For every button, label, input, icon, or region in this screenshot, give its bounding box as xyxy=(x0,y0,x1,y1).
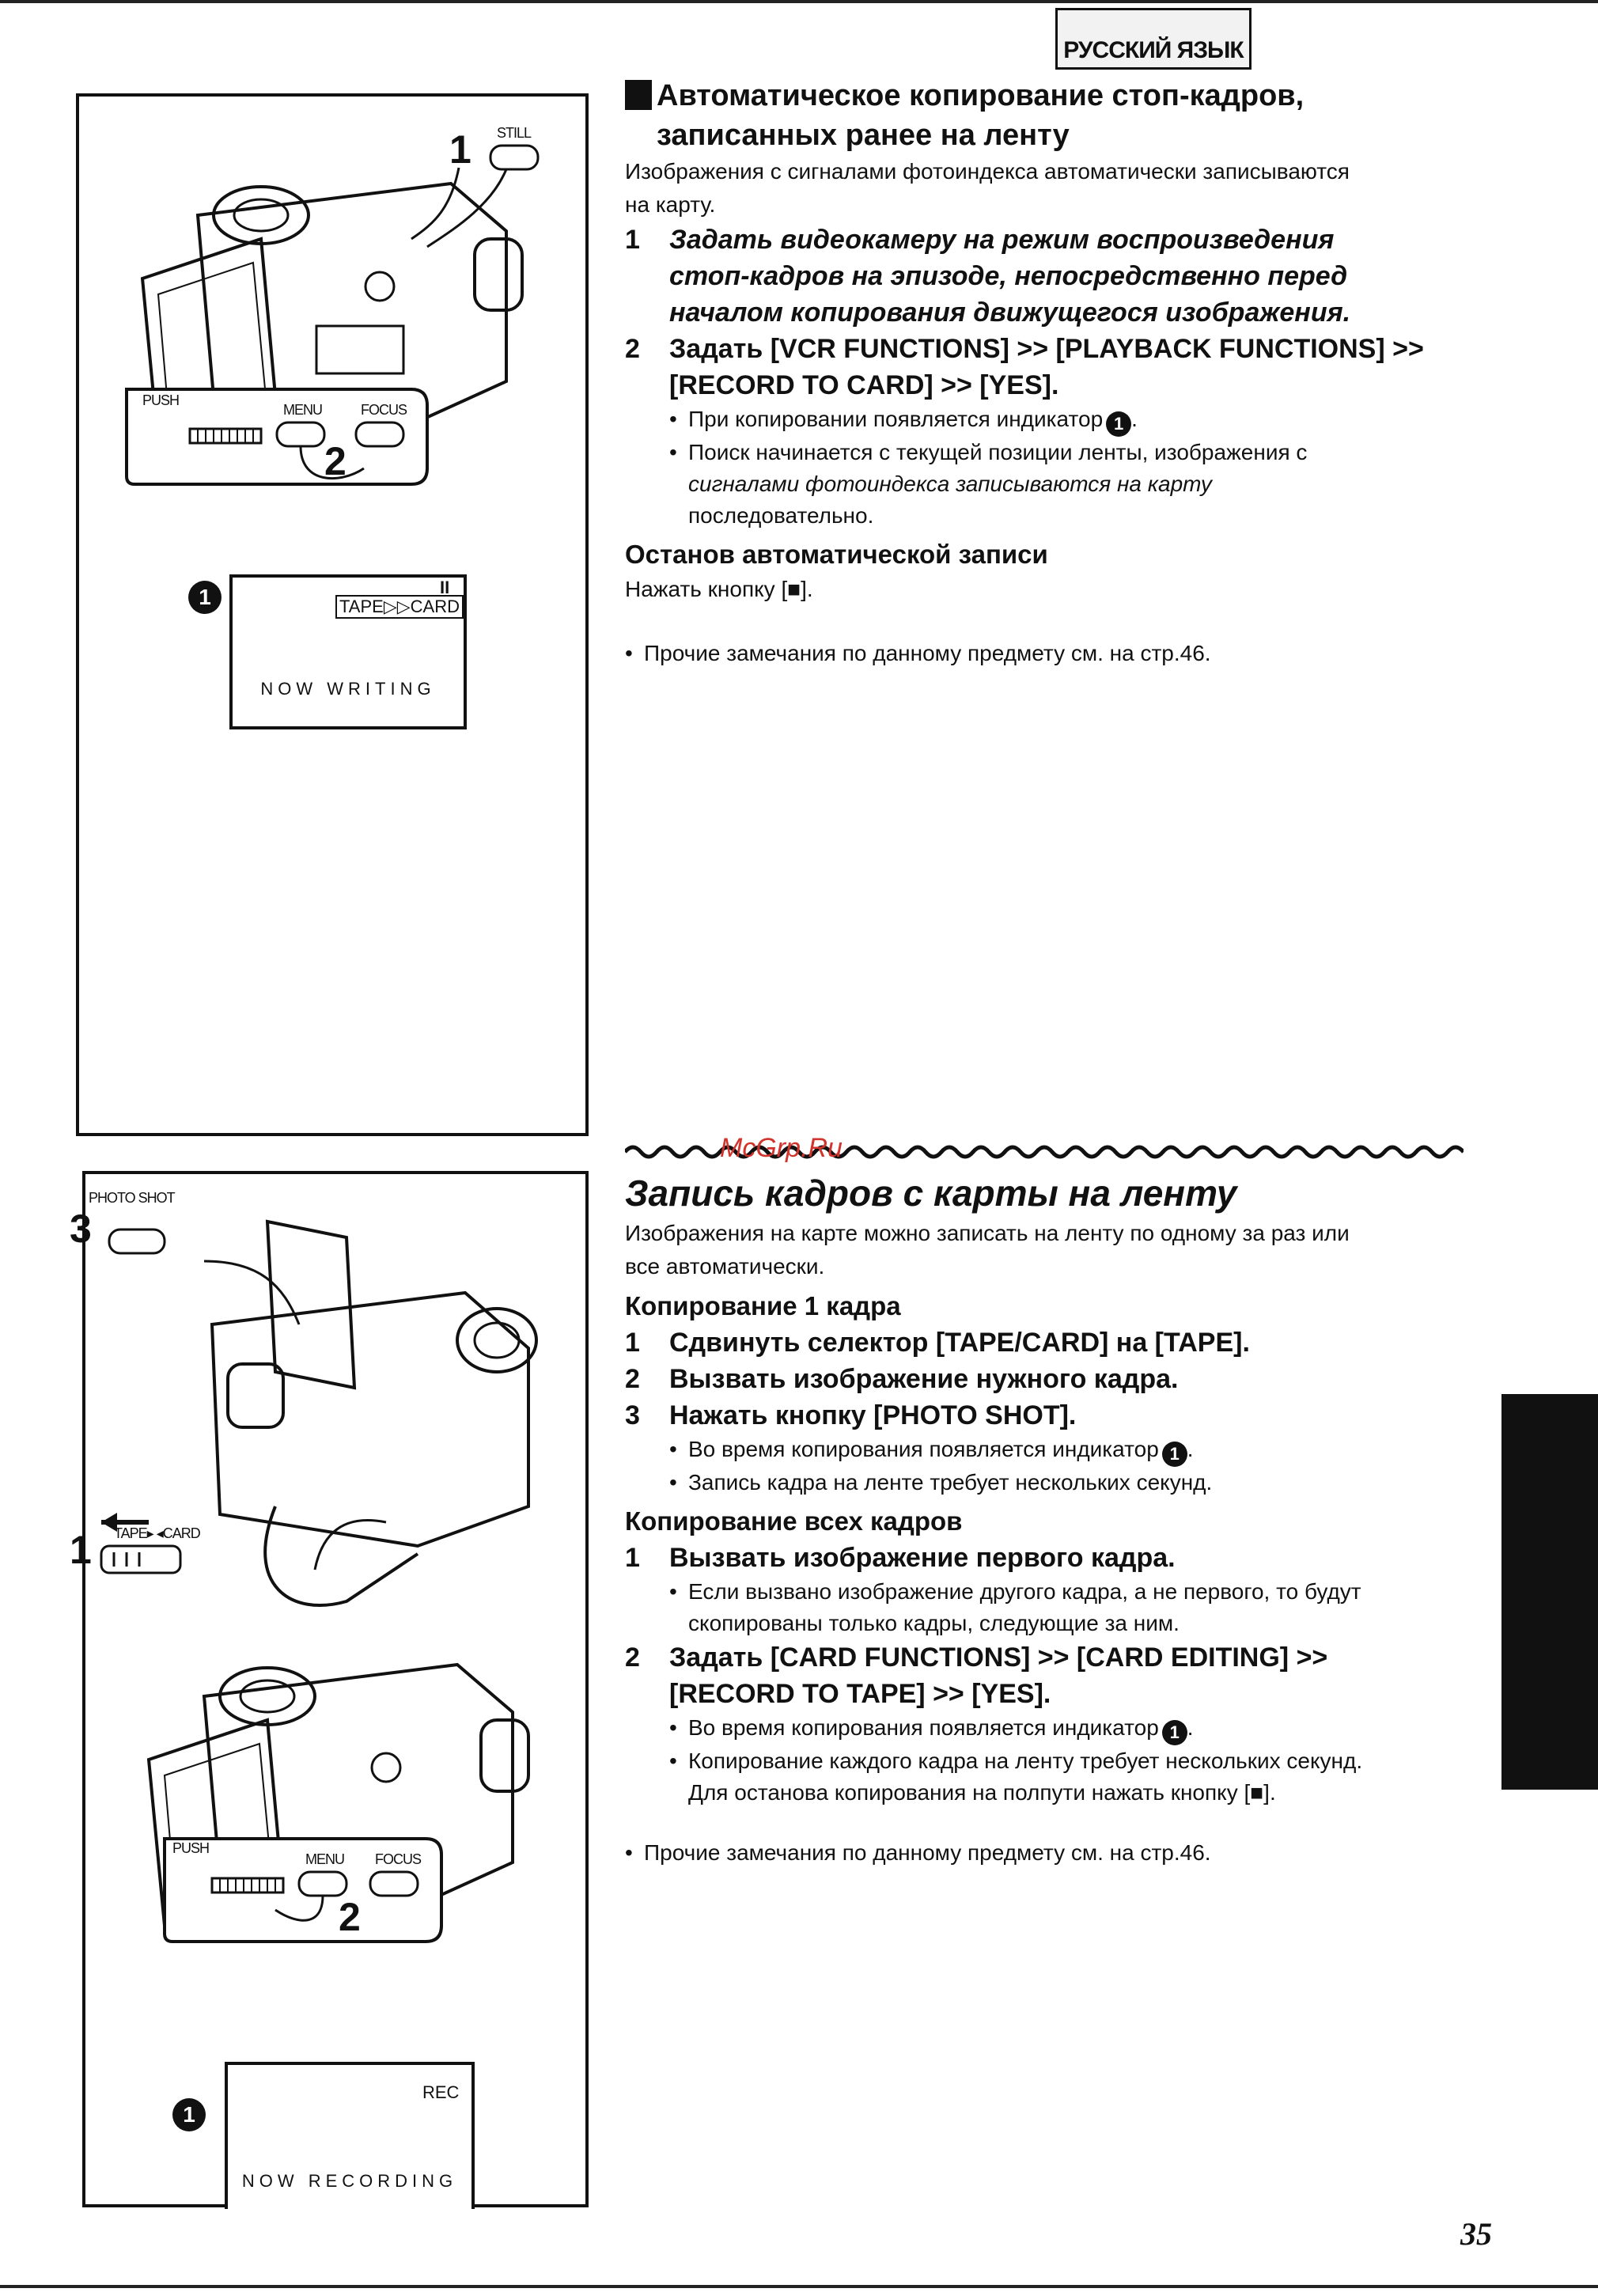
intro-text-bottom: Изображения на карте можно записать на ленту по одному за раз или все автоматически. xyxy=(625,1221,1350,1279)
all-step-2: 2 Задать [CARD FUNCTIONS] >> [CARD EDITING] >> [RECORD TO TAPE] >> [YES]. xyxy=(625,1642,1328,1709)
heading-square-marker xyxy=(625,80,652,110)
focus-button-label-bottom: FOCUS xyxy=(375,1851,421,1867)
screen-status-top: TAPE▷▷CARD xyxy=(335,595,464,619)
watermark: McGrp.Ru xyxy=(720,1133,843,1163)
step-2-marker: 2 xyxy=(324,439,346,483)
indicator-icon: 1 xyxy=(1162,1720,1187,1745)
indicator-callout-bottom: 1 xyxy=(172,2098,206,2131)
lcd-screen-top xyxy=(229,574,467,729)
section-auto-copy xyxy=(625,76,1495,669)
bullet-indicator: • При копировании появляется индикатор 1 . xyxy=(625,404,1495,437)
tape-card-switch-label: TAPE▸ ◂CARD xyxy=(114,1525,200,1541)
all-step1-bullet: • Если вызвано изображение другого кадра, а не первого, то будут скопированы только кадры, следующие за ним. xyxy=(669,1579,1361,1635)
single-copy-title: Копирование 1 кадра xyxy=(625,1291,901,1320)
indicator-icon: 1 xyxy=(1162,1442,1187,1467)
step-2: 2 Задать [VCR FUNCTIONS] >> [PLAYBACK FUNCTIONS] >> [RECORD TO CARD] >> [YES]. xyxy=(625,334,1424,400)
push-label: PUSH xyxy=(142,392,180,408)
page-number: 35 xyxy=(1460,2216,1492,2252)
bullet-search: • Поиск начинается с текущей позиции ленты, изображения с сигналами фотоиндекса записываются на карту последовательно. xyxy=(669,440,1308,528)
all-step2-bullet-2: • Копирование каждого кадра на ленту требует нескольких секунд. Для останова копирования на полпути нажать кнопку [■]. xyxy=(669,1749,1363,1805)
still-button-label: STILL xyxy=(497,125,532,141)
single-bullet-2: • Запись кадра на ленте требует нескольких секунд. xyxy=(669,1470,1213,1495)
menu-button-label-bottom: MENU xyxy=(305,1851,344,1867)
language-tag: РУССКИЙ ЯЗЫК xyxy=(1055,8,1252,70)
intro-text: Изображения с сигналами фотоиндекса автоматически записываются на карту. xyxy=(625,159,1350,217)
illustration-panel-top xyxy=(76,93,589,1136)
side-thumb-tab xyxy=(1501,1394,1598,1790)
section-title: Запись кадров с карты на ленту xyxy=(625,1173,1237,1214)
single-step-3: 3 Нажать кнопку [PHOTO SHOT]. xyxy=(625,1400,1077,1430)
photo-shot-label: PHOTO SHOT xyxy=(89,1190,175,1206)
step-2-marker-bottom: 2 xyxy=(339,1895,361,1939)
screen-pause-top: II xyxy=(440,578,450,597)
step-1-marker-bottom: 1 xyxy=(70,1528,92,1572)
screen-message-bottom: NOW RECORDING xyxy=(241,2171,458,2191)
single-bullet-1: • Во время копирования появляется индикатор 1 . xyxy=(625,1434,1495,1467)
camcorder-drawing-bottom xyxy=(85,1174,585,2203)
single-step-2: 2 Вызвать изображение нужного кадра. xyxy=(625,1364,1179,1394)
all-copy-title: Копирование всех кадров xyxy=(625,1506,963,1536)
indicator-callout-top: 1 xyxy=(188,581,222,614)
single-step-1: 1 Сдвинуть селектор [TAPE/CARD] на [TAPE]. xyxy=(625,1328,1250,1358)
push-label-bottom: PUSH xyxy=(172,1840,210,1856)
focus-button-label: FOCUS xyxy=(361,402,407,418)
all-step2-bullet-1: • Во время копирования появляется индикатор 1 . xyxy=(625,1712,1495,1745)
indicator-icon: 1 xyxy=(1106,411,1131,437)
menu-button-label: MENU xyxy=(283,402,322,418)
screen-message-top: NOW WRITING xyxy=(260,679,436,699)
step-1-marker: 1 xyxy=(449,127,471,172)
top-rule xyxy=(0,0,1598,3)
lcd-screen-bottom xyxy=(225,2062,475,2209)
step-1: 1 Задать видеокамеру на режим воспроизведения стоп-кадров на эпизоде, непосредственно перед началом копирования движущегося изображения. xyxy=(625,225,1351,328)
illustration-panel-bottom xyxy=(70,1171,589,2207)
stop-text: Нажать кнопку [■]. xyxy=(625,577,813,601)
all-step-1: 1 Вызвать изображение первого кадра. xyxy=(625,1543,1176,1573)
section-card-to-tape xyxy=(625,1163,1495,1869)
section-heading-line2: записанных ранее на ленту xyxy=(657,119,1070,152)
step-3-marker: 3 xyxy=(70,1207,92,1251)
screen-status-bottom: REC xyxy=(422,2082,460,2102)
note-top: • Прочие замечания по данному предмету см. на стр.46. xyxy=(625,641,1211,665)
section-heading: Автоматическое копирование стоп-кадров, xyxy=(625,76,1495,116)
bottom-rule xyxy=(0,2285,1598,2288)
stop-title: Останов автоматической записи xyxy=(625,540,1048,569)
note-bottom: • Прочие замечания по данному предмету см. на стр.46. xyxy=(625,1840,1211,1865)
